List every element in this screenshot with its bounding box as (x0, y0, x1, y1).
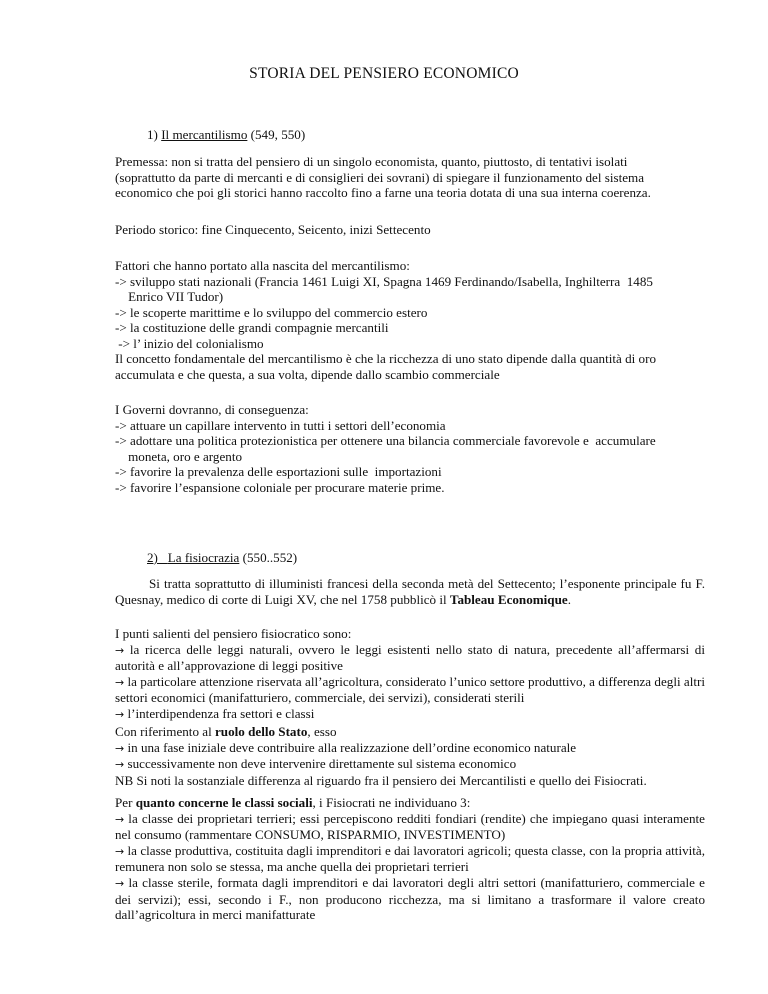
fisiocrazia-intro (115, 576, 705, 607)
list-intro: I Governi dovranno, di conseguenza: (115, 402, 309, 417)
section-number: 2) (147, 550, 168, 565)
arrow-icon: → (115, 758, 125, 772)
list-intro: I punti salienti del pensiero fisiocratico sono: (115, 626, 352, 641)
text-part: , esso (307, 724, 337, 739)
bold-term: quanto concerne le classi sociali (135, 795, 313, 810)
text-part: Per (115, 795, 136, 810)
list-item-text: successivamente non deve intervenire direttamente sul sistema economico (124, 756, 517, 772)
text-line: Il concetto fondamentale del mercantilismo è che la ricchezza di uno stato dipende dalla quantità di oro (115, 351, 656, 366)
list-item: -> l’ inizio del colonialismo (115, 335, 264, 351)
list-item (115, 756, 705, 773)
list-item (115, 843, 705, 875)
list-item: Enrico VII Tudor) (115, 289, 224, 305)
list-item (115, 811, 705, 843)
text-part: , i Fisiocrati ne individuano 3: (312, 795, 471, 810)
section-pages: (549, 550) (247, 127, 306, 142)
text-line: Periodo storico: fine Cinquecento, Seicento, inizi Settecento (115, 222, 431, 237)
arrow-icon: → (115, 844, 125, 858)
governi-list (115, 402, 705, 496)
arrow-icon: → (115, 812, 125, 826)
text-part: Con riferimento al (115, 724, 215, 739)
list-item: -> la costituzione delle grandi compagnie mercantili (115, 320, 389, 336)
nb-note: NB Si noti la sostanziale differenza al riguardo fra il pensiero dei Mercantilisti e quello dei Fisiocrati. (115, 772, 647, 788)
concetto-paragraph (115, 351, 705, 382)
list-item: -> le scoperte marittime e lo sviluppo del commercio estero (115, 304, 428, 320)
section-heading-fisiocrazia (147, 550, 737, 566)
arrow-icon: → (115, 741, 125, 755)
list-item: -> favorire la prevalenza delle esportazioni sulle importazioni (115, 464, 442, 480)
list-item-text: l’interdipendenza fra settori e classi (124, 705, 315, 721)
list-item-text: in una fase iniziale deve contribuire alla realizzazione dell’ordine economico naturale (124, 739, 577, 755)
list-item-text: la ricerca delle leggi naturali, ovvero le leggi esistenti nello stato di natura, precedente all’affermarsi di autorità e all’approvazione di leggi positive (115, 641, 705, 674)
fattori-list (115, 258, 705, 352)
text-line: economico che poi gli storici hanno raccolto fino a farne una teoria dotata di una sua interna coerenza. (115, 185, 651, 201)
text-line: Premessa: non si tratta del pensiero di un singolo economista, quanto, piuttosto, di tentativi isolati (115, 154, 628, 169)
arrow-icon: → (115, 707, 125, 721)
list-item (115, 674, 705, 706)
intro-text-end: . (567, 591, 571, 607)
text-line: accumulata e che questa, a sua volta, dipende dallo scambio commerciale (115, 366, 500, 382)
list-intro: Fattori che hanno portato alla nascita del mercantilismo: (115, 258, 410, 273)
list-item (115, 706, 705, 723)
list-item-text: la classe produttiva, costituita dagli imprenditori e dai lavoratori agricoli; questa classe, con la propria attività, remunera non solo se stessa, ma anche quella dei proprietari terrieri (115, 842, 705, 875)
premessa-paragraph (115, 154, 705, 201)
list-item-text: la classe dei proprietari terrieri; essi percepiscono redditi fondiari (rendite) che impiegano quasi interamente nel consumo (rammentare CONSUMO, RISPARMIO, INVESTIMENTO) (115, 810, 705, 843)
text-line: (soprattutto da parte di mercanti e di consiglieri dei sovrani) di spiegare il funzionamento del sistema (115, 169, 645, 185)
list-item-text: la classe sterile, formata dagli imprenditori e dai lavoratori degli altri settori (manifatturiero, commerciale e dei servizi); essi, secondo i F., non producono ricchezza, ma si limitano a trasformare il valore creato dall’agricoltura in merci manifatturate (115, 874, 705, 923)
list-item: moneta, oro e argento (115, 448, 243, 464)
section-number: 1) (147, 127, 162, 142)
intro-text-part: Si tratta soprattutto di illuministi francesi della seconda metà del Settecento; l’esponente principale fu F. Quesnay, medico di corte di Luigi XV, che nel 1758 pubblicò il (115, 576, 705, 607)
section-title: La fisiocrazia (167, 550, 240, 565)
list-item (115, 642, 705, 674)
classi-intro (115, 795, 705, 811)
list-item: -> favorire l’espansione coloniale per procurare materie prime. (115, 479, 445, 495)
periodo-paragraph (115, 222, 705, 238)
tableau-title: Tableau Economique (449, 591, 568, 607)
list-item (115, 740, 705, 757)
section-pages: (550..552) (239, 550, 298, 565)
section-heading-mercantilismo (147, 127, 737, 143)
list-item: -> sviluppo stati nazionali (Francia 1461 Luigi XI, Spagna 1469 Ferdinando/Isabella, Inghilterra 1485 (115, 273, 653, 289)
list-item-text: la particolare attenzione riservata all’agricoltura, considerato l’unico settore produttivo, a differenza degli altri settori economici (manifatturiero, commerciale, dei servizi), considerati sterili (115, 673, 705, 706)
ruolo-stato-intro (115, 724, 705, 740)
classi-sociali-section (115, 795, 705, 923)
bold-term: ruolo dello Stato (215, 724, 308, 739)
page-title: STORIA DEL PENSIERO ECONOMICO (249, 65, 519, 82)
arrow-icon: → (115, 876, 125, 890)
list-item: -> attuare un capillare intervento in tutti i settori dell’economia (115, 417, 446, 433)
list-item (115, 875, 705, 923)
intro-text (115, 576, 705, 607)
arrow-icon: → (115, 675, 125, 689)
ruolo-stato-section (115, 724, 705, 788)
section-title: Il mercantilismo (161, 127, 248, 142)
arrow-icon: → (115, 643, 125, 657)
punti-salienti-list (115, 626, 705, 723)
list-item: -> adottare una politica protezionistica per ottenere una bilancia commerciale favorevole e accumulare (115, 433, 656, 449)
